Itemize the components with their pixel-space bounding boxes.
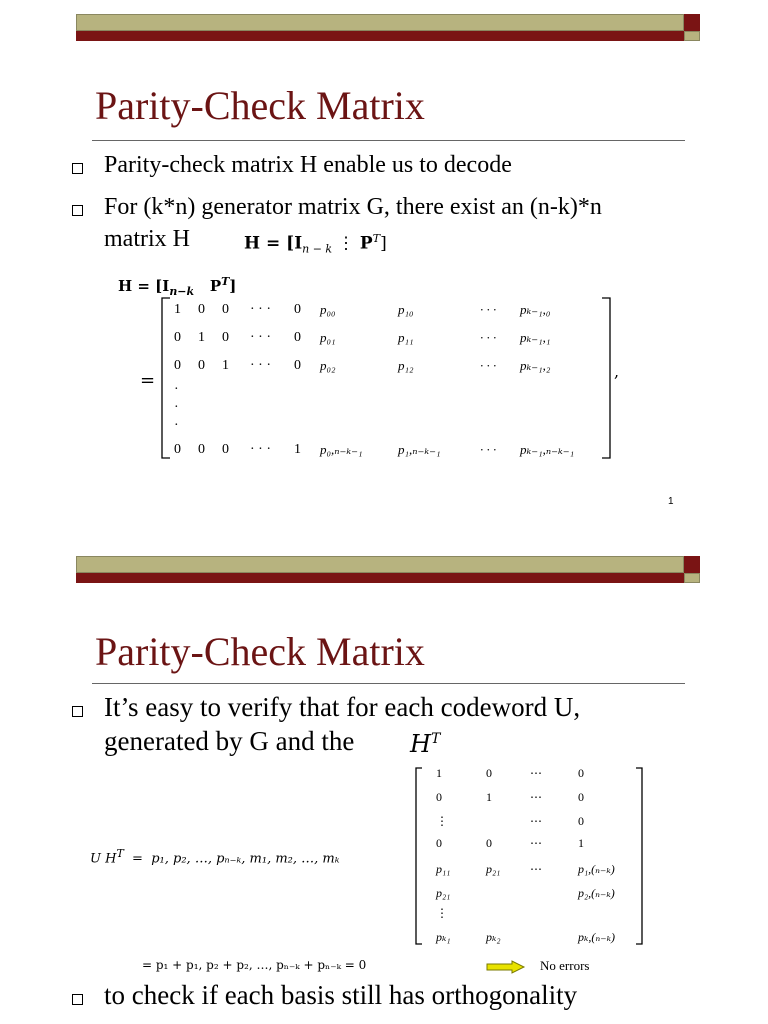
ht-matrix-cell: ⋮	[436, 906, 448, 920]
header-square-olive	[684, 31, 700, 41]
ht-matrix-cell: 0	[436, 790, 442, 804]
ht-matrix-cell: ⋯	[530, 814, 542, 828]
ht-matrix-cell: p₂₁	[486, 862, 501, 876]
matrix-cell: · · ·	[250, 358, 271, 373]
bullet-text: It’s easy to verify that for each codeword U,	[104, 692, 581, 722]
matrix-cell: 1	[294, 442, 301, 457]
h-transpose: $H^T$	[410, 730, 441, 758]
matrix-cell: p₁₂	[398, 358, 414, 373]
matrix-brackets	[160, 296, 620, 462]
matrix-cell: ·	[174, 400, 179, 415]
matrix-cell: pₖ₋₁,ₙ₋ₖ₋₁	[520, 442, 575, 457]
matrix-cell: · · ·	[250, 302, 271, 317]
matrix-cell: 0	[294, 330, 301, 345]
page-number: 1	[668, 496, 674, 507]
ht-matrix-cell: 0	[436, 836, 442, 850]
title-rule	[92, 140, 685, 141]
header-bar-olive	[76, 14, 684, 31]
matrix-cell: 0	[174, 442, 181, 457]
uht-expression: U $H^T = p_1$, p₂, …, pₙ₋ₖ, m₁, m₂, …, mₖ	[90, 847, 340, 867]
header-bar-red	[76, 573, 684, 583]
ht-matrix-cell: 0	[486, 766, 492, 780]
matrix-comma: ,	[614, 362, 620, 381]
matrix-cell: p₀,ₙ₋ₖ₋₁	[320, 442, 363, 457]
bullet-marker	[72, 994, 83, 1005]
ht-matrix-cell: pₖ₂	[486, 930, 501, 944]
ht-matrix-cell: p₁₁	[436, 862, 451, 876]
matrix-cell: p₁,ₙ₋ₖ₋₁	[398, 442, 441, 457]
matrix-cell: ·	[174, 418, 179, 433]
matrix-equals: =	[140, 370, 156, 391]
slide-2-title: Parity-Check Matrix	[95, 629, 425, 674]
inline-h-formula: $H = [I_{n - k}$ ⋮ $P^T$]	[244, 232, 387, 256]
header-square-red	[684, 556, 700, 573]
slide-2	[0, 540, 768, 1024]
ht-matrix-cell: ⋮	[436, 814, 448, 828]
bullet-text: Parity-check matrix H enable us to decode	[104, 152, 512, 178]
bullet-text-continued: generated by G and the	[104, 726, 355, 756]
matrix-cell: pₖ₋₁,₀	[520, 302, 551, 317]
ht-matrix-cell: pₖ,(ₙ₋ₖ)	[578, 930, 615, 944]
header-bar-olive	[76, 556, 684, 573]
matrix-cell: ·	[174, 382, 179, 397]
ht-matrix-cell: ⋯	[530, 862, 542, 876]
matrix-cell: 0	[198, 358, 205, 373]
title-rule	[92, 683, 685, 684]
matrix-cell: 0	[222, 330, 229, 345]
matrix-cell: 0	[174, 330, 181, 345]
bullet-text: to check if each basis still has orthogonality	[104, 980, 578, 1010]
ht-matrix-cell: ⋯	[530, 790, 542, 804]
header-square-red	[684, 14, 700, 31]
bullet-marker	[72, 205, 83, 216]
matrix-cell: p₀₀	[320, 302, 336, 317]
arrow-icon	[486, 960, 526, 974]
matrix-cell: 1	[198, 330, 205, 345]
matrix-cell: 0	[294, 358, 301, 373]
matrix-cell: p₁₁	[398, 330, 414, 345]
matrix-cell: pₖ₋₁,₂	[520, 358, 551, 373]
matrix-cell: 0	[198, 442, 205, 457]
matrix-cell: · · ·	[480, 302, 497, 317]
ht-matrix-cell: p₂,(ₙ₋ₖ)	[578, 886, 615, 900]
bullet-text: For (k*n) generator matrix G, there exist an (n-k)*n	[104, 194, 602, 220]
matrix-cell: · · ·	[480, 358, 497, 373]
matrix-cell: · · ·	[480, 442, 497, 457]
bullet-marker	[72, 706, 83, 717]
ht-matrix-cell: 1	[486, 790, 492, 804]
ht-matrix-cell: 0	[578, 814, 584, 828]
matrix-cell: 0	[198, 302, 205, 317]
ht-matrix-cell: 0	[486, 836, 492, 850]
result-equation: = p₁ + p₁, p₂ + p₂, …, pₙ₋ₖ + pₙ₋ₖ = 0	[142, 958, 367, 972]
ht-matrix-cell: 0	[578, 766, 584, 780]
matrix-cell: 0	[222, 442, 229, 457]
matrix-cell: · · ·	[250, 442, 271, 457]
matrix-cell: pₖ₋₁,₁	[520, 330, 551, 345]
ht-matrix-cell: pₖ₁	[436, 930, 451, 944]
ht-matrix-cell: p₁,(ₙ₋ₖ)	[578, 862, 615, 876]
matrix-cell: p₀₁	[320, 330, 336, 345]
matrix-cell: 1	[222, 358, 229, 373]
ht-matrix-cell: ⋯	[530, 766, 542, 780]
header-bar-red	[76, 31, 684, 41]
ht-matrix-cell: 1	[436, 766, 442, 780]
matrix-cell: · · ·	[480, 330, 497, 345]
ht-matrix-cell: 1	[578, 836, 584, 850]
ht-matrix-cell: p₂₁	[436, 886, 451, 900]
ht-matrix-cell: 0	[578, 790, 584, 804]
bullet-text-continued: matrix H	[104, 226, 190, 252]
matrix-cell: p₁₀	[398, 302, 414, 317]
header-square-olive	[684, 573, 700, 583]
bullet-marker	[72, 163, 83, 174]
matrix-cell: 0	[294, 302, 301, 317]
matrix-cell: 1	[174, 302, 181, 317]
matrix-cell: p₀₂	[320, 358, 336, 373]
no-errors-label: No errors	[540, 958, 590, 973]
matrix-label: $H = [I_{n-k}$ $P^T$]	[118, 275, 237, 298]
ht-matrix-cell: ⋯	[530, 836, 542, 850]
matrix-cell: · · ·	[250, 330, 271, 345]
matrix-cell: 0	[222, 302, 229, 317]
slide-1-title: Parity-Check Matrix	[95, 83, 425, 128]
matrix-cell: 0	[174, 358, 181, 373]
